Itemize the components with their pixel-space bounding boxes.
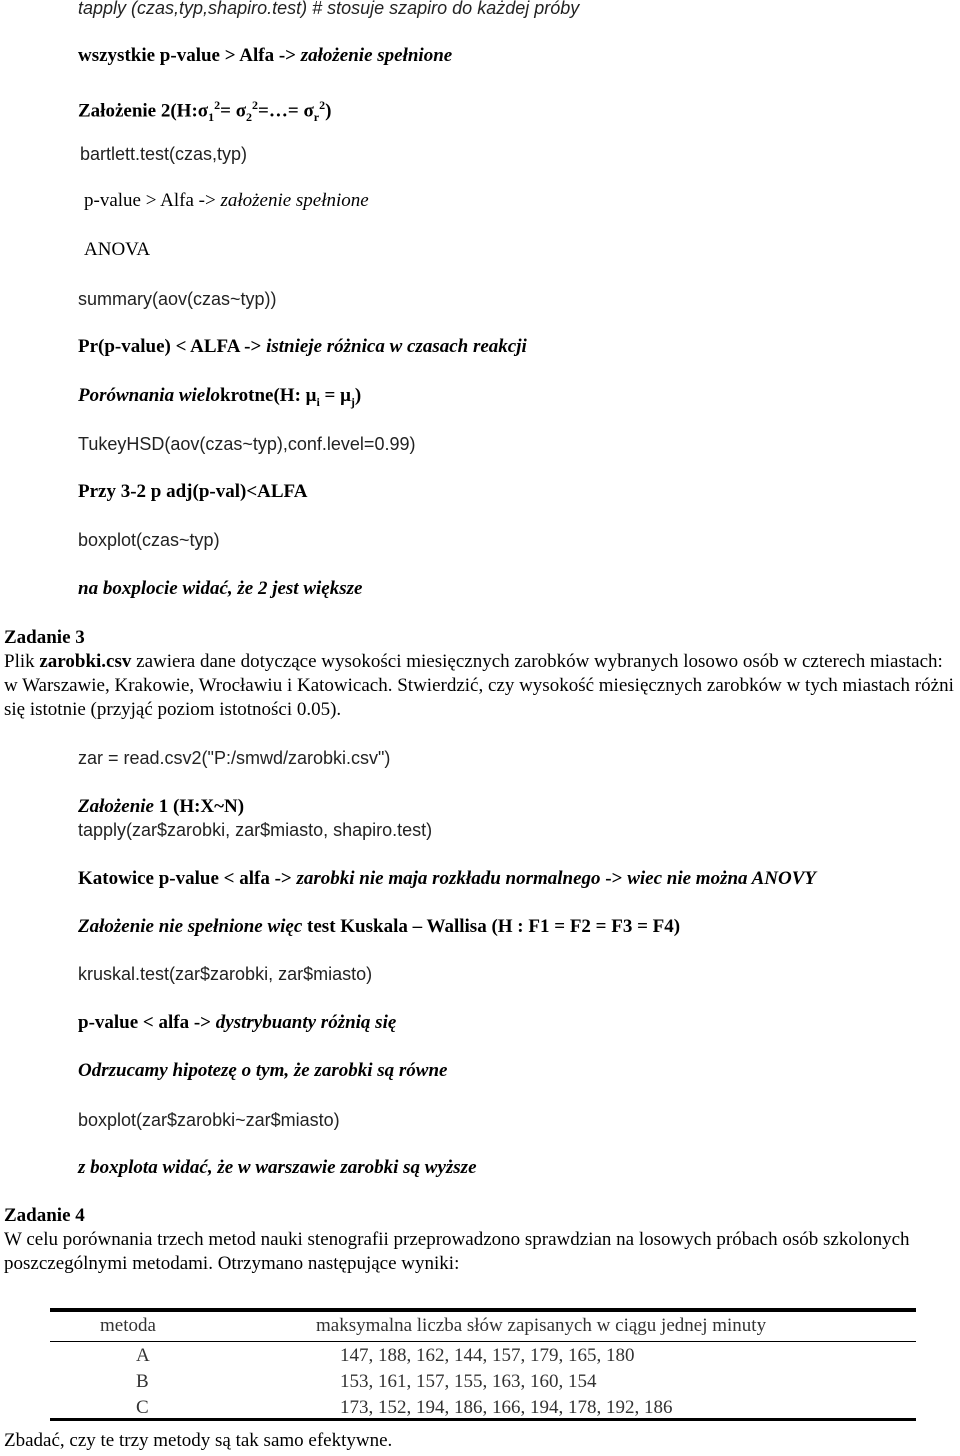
code-line-boxplot-zar: boxplot(zar$zarobki~zar$miasto) <box>78 1110 340 1130</box>
text-line-conclusion: z boxplota widać, że w warszawie zarobki są wyższe <box>78 1157 477 1178</box>
text-part: zawiera dane dotyczące wysokości miesięcznych zarobków wybranych losowo osób w czterech miastach: w Warszawie, Krakowie, Wrocławiu i Katowicach. Stwierdzić, czy wysokość miesięcznych zarobków w tych miastach różni się istotnie (przyjąć poziom istotności 0.05). <box>4 651 954 720</box>
text-part: krotne(H: μ <box>220 385 317 406</box>
code-line-tukey: TukeyHSD(aov(czas~typ),conf.level=0.99) <box>78 434 416 454</box>
text-line-porownania <box>78 384 361 414</box>
sub: 2 <box>246 110 253 125</box>
code-line-read-csv: zar = read.csv2("P:/smwd/zarobki.csv") <box>78 748 391 768</box>
text-part: = μ <box>319 385 351 406</box>
table-bottom-rule <box>50 1418 916 1421</box>
text-part: zarobki nie maja rozkładu normalnego <box>296 868 601 889</box>
table-header-cell: metoda <box>100 1315 156 1336</box>
text-part: =…= σ <box>258 100 314 122</box>
code-line-summary: summary(aov(czas~typ)) <box>78 289 277 309</box>
text-line-przy: Przy 3-2 p adj(p-val)<ALFA <box>78 481 308 502</box>
table-cell: 147, 188, 162, 144, 157, 179, 165, 180 <box>340 1345 635 1366</box>
table-row <box>50 1342 916 1370</box>
text-line-pvalue-alfa <box>78 1011 396 1035</box>
text-line-assumption-2 <box>78 93 331 129</box>
text-part: założenie spełnione <box>220 190 369 211</box>
text-part: ) <box>354 385 362 406</box>
text-line-pr <box>78 335 527 359</box>
table-header-row <box>50 1312 916 1340</box>
paragraph-zadanie-3 <box>4 650 956 722</box>
text-part: Katowice p-value < alfa -> <box>78 868 297 889</box>
table-cell: C <box>136 1397 149 1418</box>
sub: r <box>313 110 320 125</box>
text-line-boxplot-note: na boxplocie widać, że 2 jest większe <box>78 578 363 599</box>
text-line-pvalue <box>84 189 369 213</box>
text-part: ) <box>325 100 332 122</box>
text-part: p-value < alfa -> <box>78 1012 216 1033</box>
text-part: test Kuskala – Wallisa (H : F1 = F2 = F3 = F4) <box>302 916 681 937</box>
text-part: Założenie 2(H:σ <box>78 100 209 122</box>
text-part: = σ <box>220 100 247 122</box>
text-line-question: Zbadać, czy te trzy metody są tak samo efektywne. <box>4 1430 393 1451</box>
data-table <box>50 1312 916 1424</box>
text-part: Założenie nie spełnione więc <box>78 916 303 937</box>
text-line-zalozenie-1 <box>78 795 244 819</box>
sub: i <box>316 394 320 409</box>
code-line-tapply: tapply (czas,typ,shapiro.test) # stosuje szapiro do każdej próby <box>78 0 580 18</box>
table-cell: 173, 152, 194, 186, 166, 194, 178, 192, 186 <box>340 1397 673 1418</box>
text-part: Pr(p-value) < ALFA -> <box>78 336 267 357</box>
table-cell: 153, 161, 157, 155, 163, 160, 154 <box>340 1371 597 1392</box>
text-part: Porównania wielo <box>78 385 220 406</box>
text-anova: ANOVA <box>84 239 151 260</box>
table-cell: B <box>136 1371 149 1392</box>
code-line-kruskal: kruskal.test(zar$zarobki, zar$miasto) <box>78 964 373 984</box>
text-line-assumption-met <box>78 44 452 68</box>
text-part: 1 (H:X~N) <box>154 796 245 817</box>
sub: j <box>350 394 355 409</box>
text-part: -> <box>600 868 628 889</box>
text-line-katowice <box>78 867 816 891</box>
code-line-boxplot: boxplot(czas~typ) <box>78 530 220 550</box>
sub: 1 <box>208 110 215 125</box>
text-line-odrzucamy: Odrzucamy hipotezę o tym, że zarobki są równe <box>78 1060 448 1081</box>
sup: 2 <box>214 98 221 112</box>
text-part: Założenie <box>78 796 154 817</box>
table-header-rule <box>50 1341 916 1342</box>
text-part: wszystkie p-value > Alfa -> <box>78 45 301 66</box>
sup: 2 <box>319 98 326 112</box>
text-part: założenie spełnione <box>300 45 453 66</box>
paragraph-zadanie-4: W celu porównania trzech metod nauki stenografii przeprowadzono sprawdzian na losowych próbach osób szkolonych poszczególnymi metodami. Otrzymano następujące wyniki: <box>4 1229 910 1274</box>
code-line-bartlett: bartlett.test(czas,typ) <box>80 144 248 164</box>
table-cell: A <box>136 1345 150 1366</box>
text-part: istnieje różnica w czasach reakcji <box>266 336 527 357</box>
sup: 2 <box>252 98 259 112</box>
heading-zadanie-3: Zadanie 3 <box>4 627 85 648</box>
table-row <box>50 1368 916 1396</box>
text-line-kruskal-intro <box>78 915 680 939</box>
text-part: dystrybuanty różnią się <box>215 1012 397 1033</box>
table-header-cell: maksymalna liczba słów zapisanych w ciągu jednej minuty <box>316 1315 767 1336</box>
code-line-tapply-zar: tapply(zar$zarobki, zar$miasto, shapiro.test) <box>78 820 433 840</box>
filename: zarobki.csv <box>39 651 132 672</box>
text-part: wiec nie można ANOVY <box>627 868 816 889</box>
text-part: p-value > Alfa -> <box>84 190 221 211</box>
text-part: Plik <box>4 651 40 672</box>
heading-zadanie-4: Zadanie 4 <box>4 1205 85 1226</box>
